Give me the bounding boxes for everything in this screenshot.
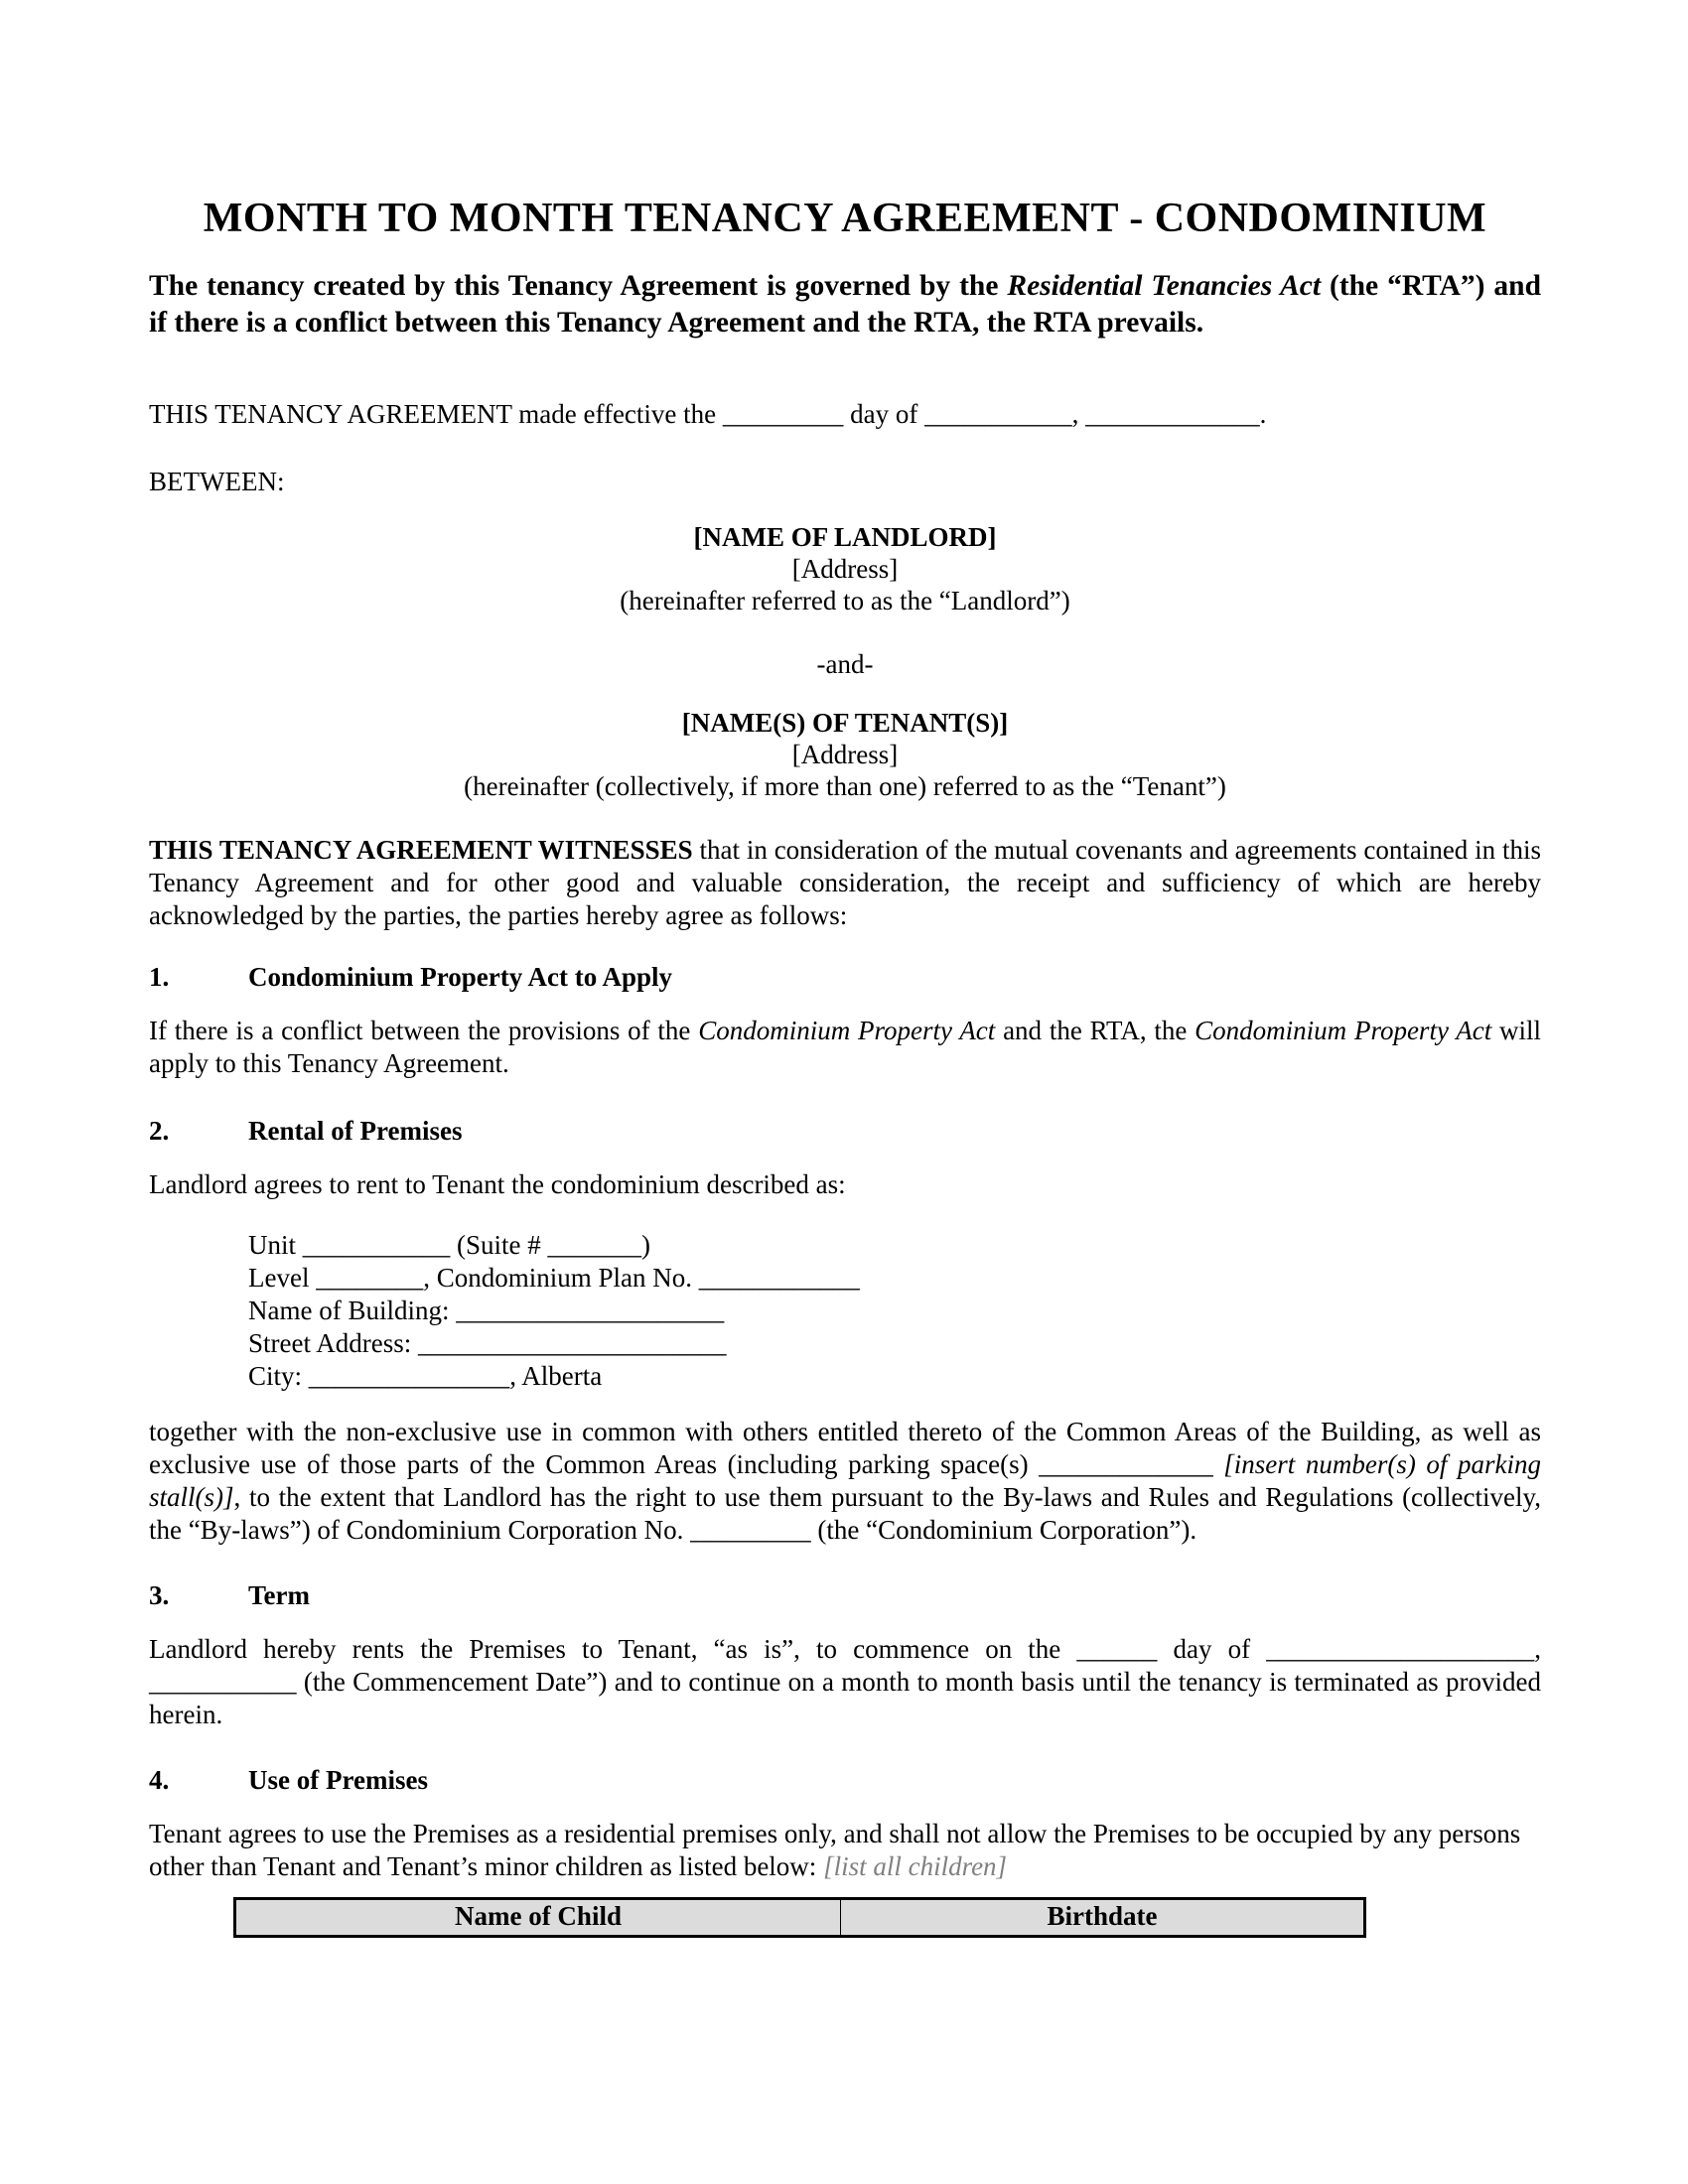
use-of-premises-text: Tenant agrees to use the Premises as a residential premises only, and shall not allow the Premises to be occupied by any persons other than Tenant and Tenant’s minor children as listed below: <box>149 1819 1521 1881</box>
tenant-hereinafter: (hereinafter (collectively, if more than one) referred to as the “Tenant”) <box>464 771 1226 801</box>
section-3-title: Term <box>248 1580 310 1610</box>
section-2-title: Rental of Premises <box>248 1116 463 1146</box>
section-3-body: Landlord hereby rents the Premises to Tenant, “as is”, to commence on the ______ day of ____________________, ___________ (the Commencement Date”) and to continue on a month to month basis until the tenancy is terminated as provided herein. <box>149 1634 1541 1729</box>
parking-stall-note: [insert number(s) of parking stall(s)] <box>149 1449 1541 1512</box>
section-1-text-3: will apply to this Tenancy Agreement. <box>149 1016 1542 1078</box>
section-2-number: 2. <box>149 1116 170 1146</box>
unit-field-line: Unit ___________ (Suite # _______) <box>248 1230 650 1260</box>
name-of-child-header: Name of Child <box>235 1899 841 1937</box>
intro-act-name: Residential Tenancies Act <box>1007 270 1322 302</box>
list-all-children-note: [list all children] <box>823 1851 1008 1881</box>
section-3-number: 3. <box>149 1580 170 1610</box>
landlord-hereinafter: (hereinafter referred to as the “Landlord”) <box>620 586 1070 615</box>
section-2-heading <box>149 1115 1541 1148</box>
section-4-title: Use of Premises <box>248 1765 428 1795</box>
together-text: together with the non-exclusive use in common with others entitled thereto of the Common Areas of the Building, as well as exclusive use of those parts of the Common Areas (including parking space(s) _____________ <box>149 1417 1541 1479</box>
premises-description-fields <box>248 1229 1541 1393</box>
section-4-number: 4. <box>149 1765 170 1795</box>
intro-text-post: (the “RTA”) and if there is a conflict between this Tenancy Agreement and the RTA, the RTA prevails. <box>149 270 1541 339</box>
between-label: BETWEEN: <box>149 467 285 496</box>
intro-text-pre: The tenancy created by this Tenancy Agreement is governed by the <box>149 270 1008 302</box>
section-1-act-name-2: Condominium Property Act <box>1195 1016 1492 1045</box>
section-2-lead: Landlord agrees to rent to Tenant the condominium described as: <box>149 1169 846 1199</box>
landlord-name-placeholder: [NAME OF LANDLORD] <box>693 522 997 552</box>
and-separator: -and- <box>816 649 874 679</box>
birthdate-header: Birthdate <box>840 1899 1364 1937</box>
section-1-title: Condominium Property Act to Apply <box>248 962 673 992</box>
witnesses-paragraph <box>149 834 1541 932</box>
section-4-heading <box>149 1764 1541 1797</box>
tenant-block <box>149 707 1541 802</box>
city-field-line: City: _______________, Alberta <box>248 1361 603 1391</box>
witnesses-lead: THIS TENANCY AGREEMENT WITNESSES <box>149 835 693 865</box>
tenant-address-placeholder: [Address] <box>791 740 899 769</box>
landlord-address-placeholder: [Address] <box>791 554 899 584</box>
together-text-2: , to the extent that Landlord has the right to use them pursuant to the By-laws and Rules and Regulations (collectively, the “By-laws”) of Condominium Corporation No. _________ (the “Condominium Corporation”). <box>149 1482 1541 1545</box>
street-address-field-line: Street Address: _______________________ <box>248 1328 727 1358</box>
tenant-name-placeholder: [NAME(S) OF TENANT(S)] <box>681 708 1009 738</box>
intro-paragraph <box>149 268 1541 341</box>
section-1-heading <box>149 961 1541 994</box>
section-1-text-2: and the RTA, the <box>995 1016 1196 1045</box>
landlord-block <box>149 521 1541 616</box>
page-title: MONTH TO MONTH TENANCY AGREEMENT - CONDOMINIUM <box>203 196 1487 241</box>
section-1-text: If there is a conflict between the provisions of the <box>149 1016 699 1045</box>
children-table <box>233 1897 1366 1938</box>
building-name-field-line: Name of Building: ____________________ <box>248 1296 725 1325</box>
section-1-act-name: Condominium Property Act <box>698 1016 996 1045</box>
section-2-together-paragraph <box>149 1416 1541 1547</box>
section-3-heading <box>149 1579 1541 1612</box>
section-1-number: 1. <box>149 962 170 992</box>
section-4-body <box>149 1818 1541 1883</box>
children-table-header-row <box>235 1899 1365 1937</box>
effective-date-line: THIS TENANCY AGREEMENT made effective the _________ day of ___________, _____________. <box>149 399 1267 429</box>
section-1-body <box>149 1015 1541 1080</box>
level-plan-field-line: Level ________, Condominium Plan No. ____________ <box>248 1263 860 1293</box>
witnesses-rest: that in consideration of the mutual covenants and agreements contained in this Tenancy Agreement and for other good and valuable consideration, the receipt and sufficiency of which are hereby acknowledged by the parties, the parties hereby agree as follows: <box>149 835 1541 930</box>
